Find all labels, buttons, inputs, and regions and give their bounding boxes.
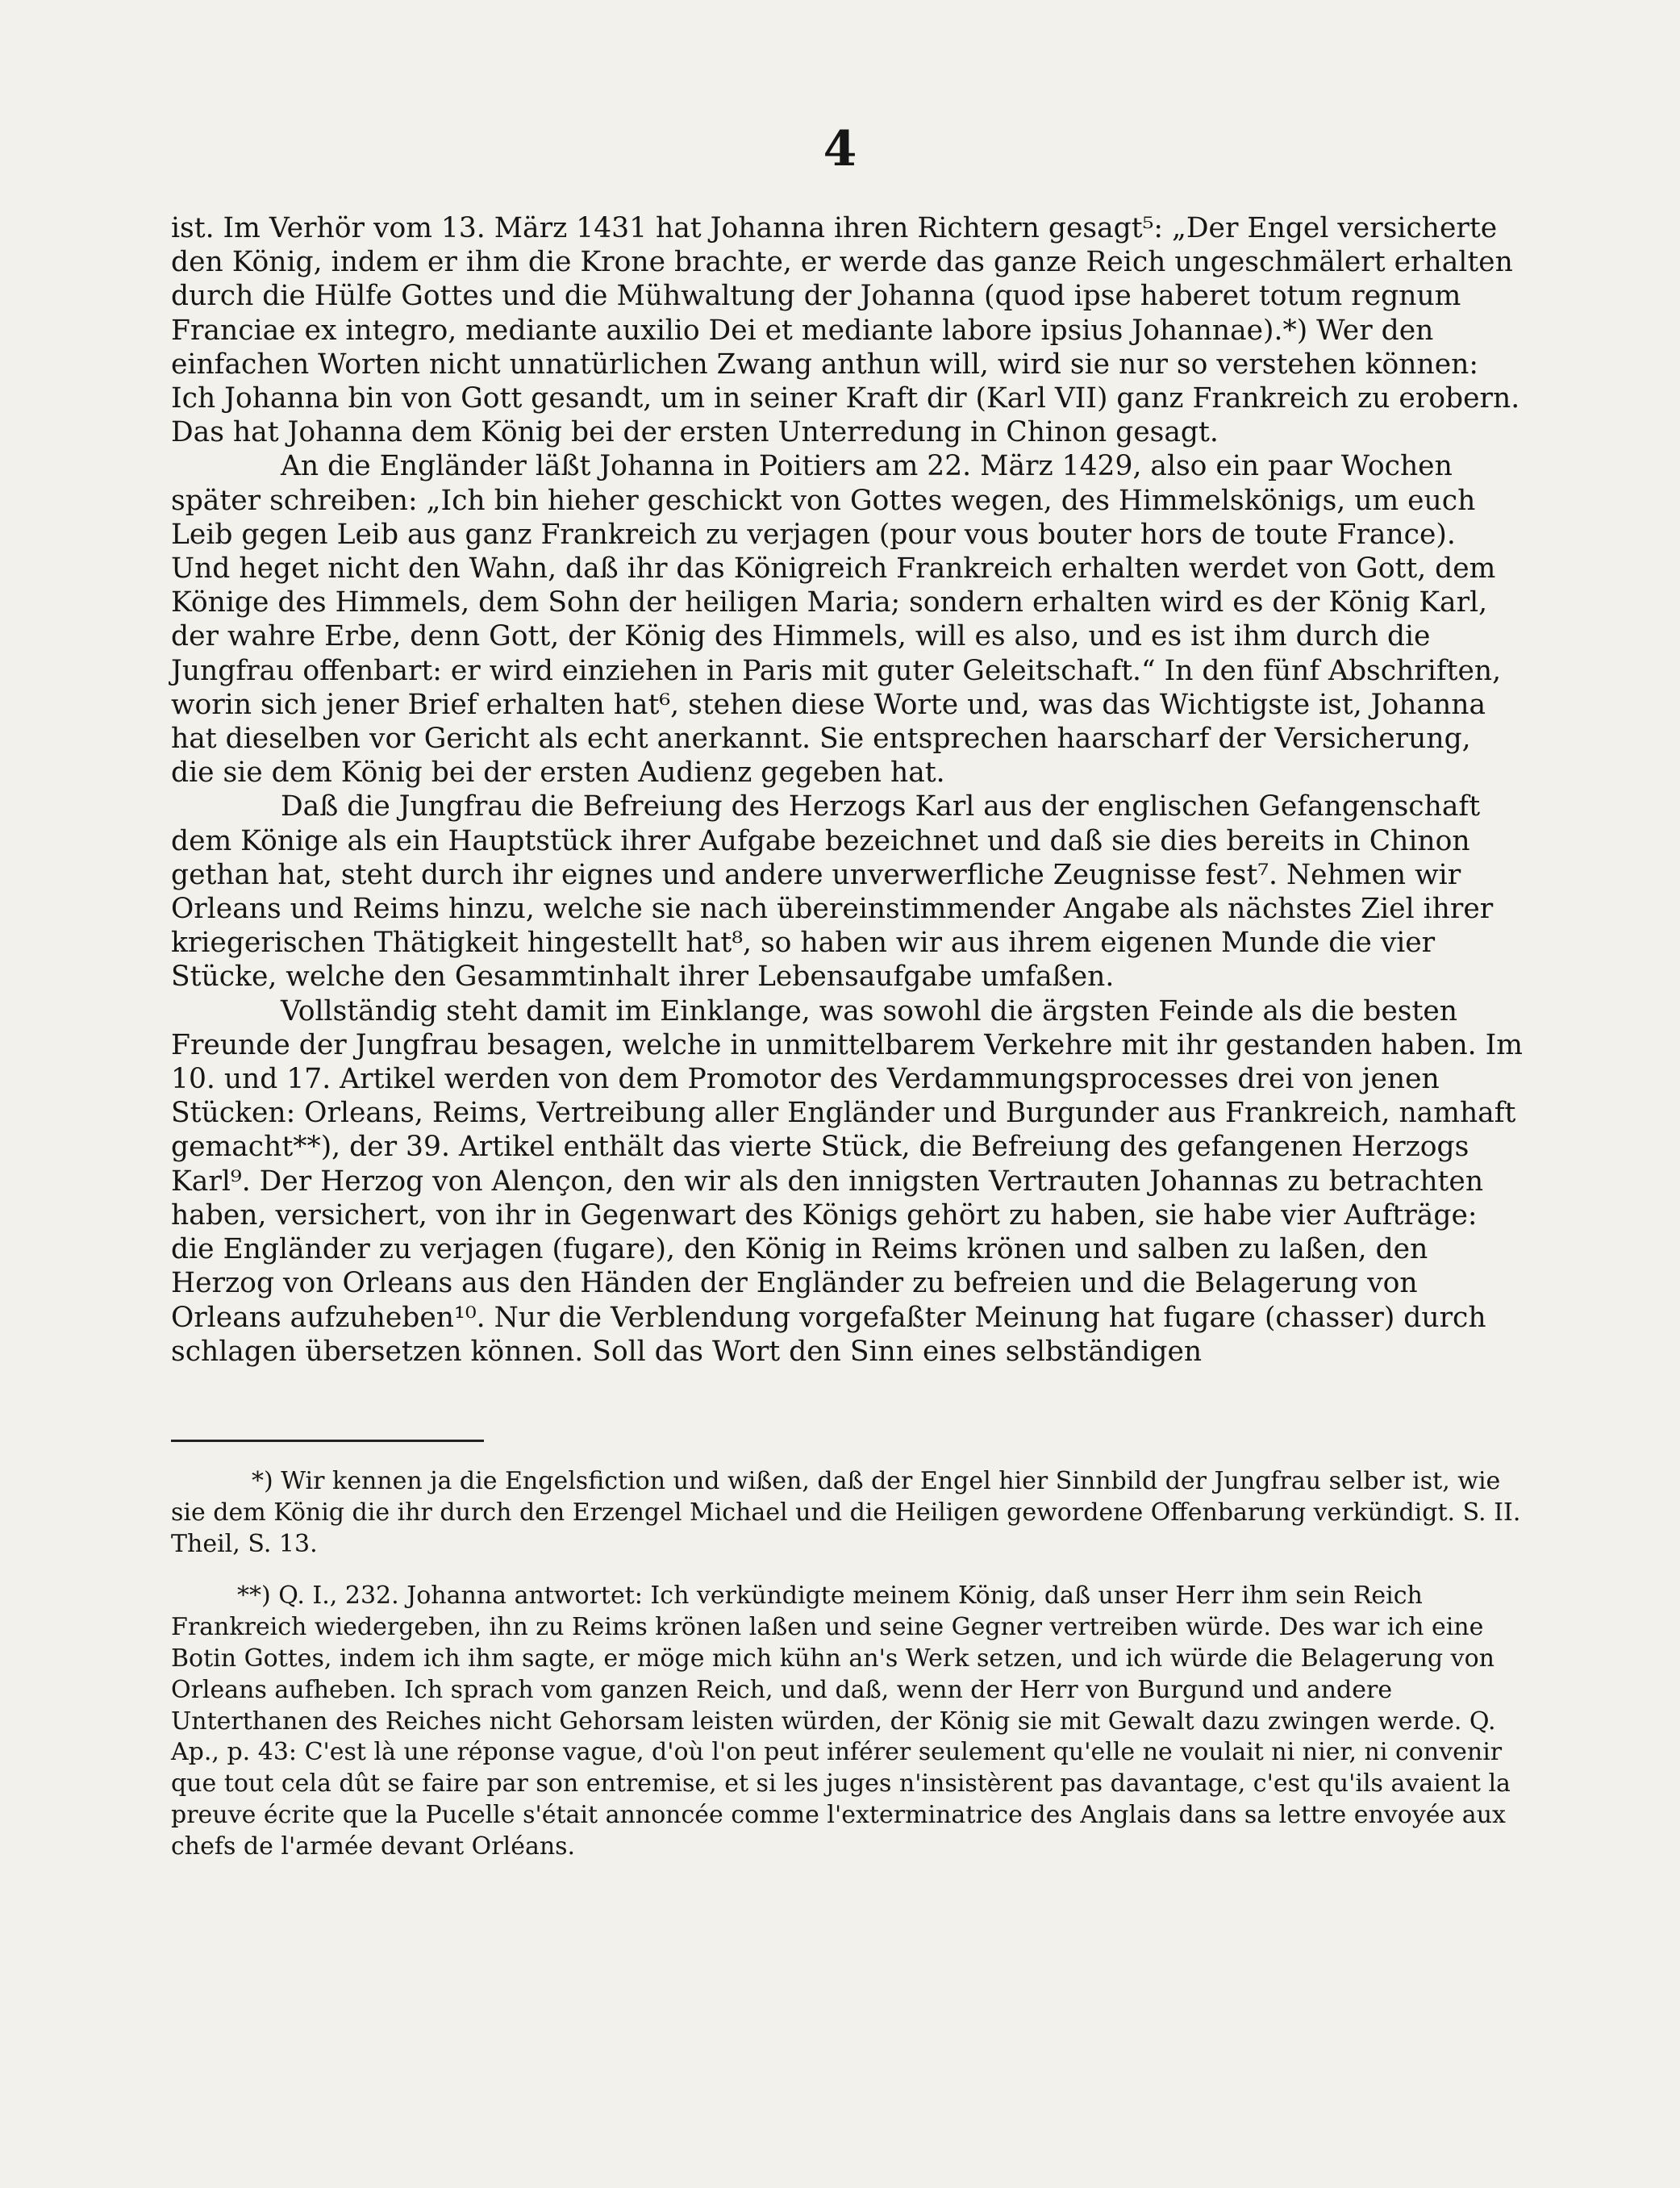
paragraph: Vollständig steht damit im Einklange, was sowohl die ärgsten Feinde als die besten Freunde der Jungfrau besagen, welche in unmittelbarem Verkehre mit ihr gestanden haben. Im 10. und 17. Artikel werden von dem Promotor des Verdammungsprocesses drei von jenen Stücken: Orleans, Reims, Vertreibung aller Engländer und Burgunder aus Frankreich, namhaft gemacht**), der 39. Artikel enthält das vierte Stück, die Befreiung des gefangenen Herzogs Karl⁹. Der Herzog von Alençon, den wir als den innigsten Vertrauten Johannas zu betrachten haben, versichert, von ihr in Gegenwart des Königs gehört zu haben, sie habe vier Aufträge: die Engländer zu verjagen (fugare), den König in Reims krönen und salben zu laßen, den Herzog von Orleans aus den Händen der Engländer zu befreien und die Belagerung von Orleans aufzuheben¹⁰. Nur die Verblendung vorgefaßter Meinung hat fugare (chasser) durch schlagen übersetzen können. Soll das Wort den Sinn eines selbständigen [171,994,1523,1368]
footnote: *) Wir kennen ja die Engelsfiction und wißen, daß der Engel hier Sinnbild der Jungfrau selber ist, wie sie dem König die ihr durch den Erzengel Michael und die Heiligen gewordene Offenbarung verkündigt. S. II. Theil, S. 13. [171,1467,1521,1558]
footnote: **) Q. I., 232. Johanna antwortet: Ich verkündigte meinem König, daß unser Herr ihm sein Reich Frankreich wiedergeben, ihn zu Reims krönen laßen und seine Gegner vertreiben würde. Des war ich eine Botin Gottes, indem ich ihm sagte, er möge mich kühn an's Werk setzen, und ich würde die Belagerung von Orleans aufheben. Ich sprach vom ganzen Reich, und daß, wenn der Herr von Burgund und andere Unterthanen des Reiches nicht Gehorsam leisten würden, der König sie mit Gewalt dazu zwingen werde. Q. Ap., p. 43: C'est là une réponse vague, d'où l'on peut inférer seulement qu'elle ne voulait ni nier, ni convenir que tout cela dût se faire par son entremise, et si les juges n'insistèrent pas davantage, c'est qu'ils avaient la preuve écrite que la Pucelle s'était annoncée comme l'exterminatrice des Anglais dans sa lettre envoyée aux chefs de l'armée devant Orléans. [171,1582,1511,1861]
footnotes [171,1466,1523,1863]
paragraph: Daß die Jungfrau die Befreiung des Herzogs Karl aus der englischen Gefangenschaft dem Könige als ein Hauptstück ihrer Aufgabe bezeichnet und daß sie dies bereits in Chinon gethan hat, steht durch ihr eignes und andere unverwerfliche Zeugnisse fest⁷. Nehmen wir Orleans und Reims hinzu, welche sie nach übereinstimmender Angabe als nächstes Ziel ihrer kriegerischen Thätigkeit hingestellt hat⁸, so haben wir aus ihrem eigenen Munde die vier Stücke, welche den Gesammtinhalt ihrer Lebensaufgabe umfaßen. [171,790,1494,994]
page-number: 4 [823,121,857,177]
paragraph: An die Engländer läßt Johanna in Poitiers am 22. März 1429, also ein paar Wochen später schreiben: „Ich bin hieher geschickt von Gottes wegen, des Himmelskönigs, um euch Leib gegen Leib aus ganz Frankreich zu verjagen (pour vous bouter hors de toute France). Und heget nicht den Wahn, daß ihr das Königreich Frankreich erhalten werdet von Gott, dem Könige des Himmels, dem Sohn der heiligen Maria; sondern erhalten wird es der König Karl, der wahre Erbe, denn Gott, der König des Himmels, will es also, und es ist ihm durch die Jungfrau offenbart: er wird einziehen in Paris mit guter Geleitschaft.“ In den fünf Abschriften, worin sich jener Brief erhalten hat⁶, stehen diese Worte und, was das Wichtigste ist, Johanna hat dieselben vor Gericht als echt anerkannt. Sie entsprechen haarscharf der Versicherung, die sie dem König bei der ersten Audienz gegeben hat. [171,450,1502,790]
footnote-divider [171,1440,484,1442]
body-text [171,211,1523,1369]
paragraph: ist. Im Verhör vom 13. März 1431 hat Johanna ihren Richtern gesagt⁵: „Der Engel versicherte den König, indem er ihm die Krone brachte, er werde das ganze Reich ungeschmälert erhalten durch die Hülfe Gottes und die Mühwaltung der Johanna (quod ipse haberet totum regnum Franciae ex integro, mediante auxilio Dei et mediante labore ipsius Johannae).*) Wer den einfachen Worten nicht unnatürlichen Zwang anthun will, wird sie nur so verstehen können: Ich Johanna bin von Gott gesandt, um in seiner Kraft dir (Karl VII) ganz Frankreich zu erobern. Das hat Johanna dem König bei der ersten Unterredung in Chinon gesagt. [171,212,1520,449]
